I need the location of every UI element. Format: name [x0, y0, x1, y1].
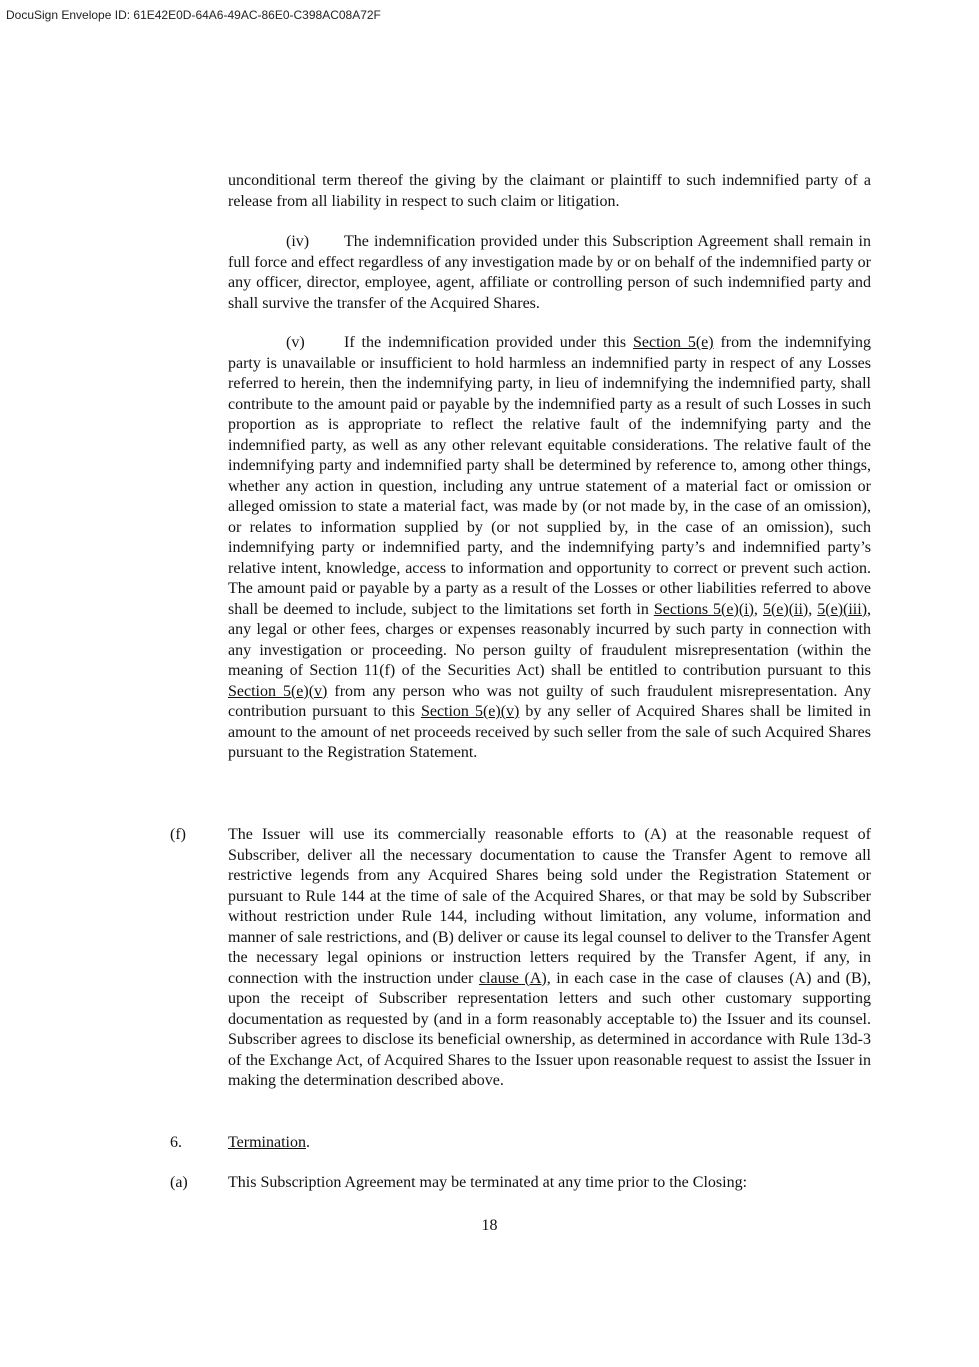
envelope-id: DocuSign Envelope ID: 61E42E0D-64A6-49AC-86E0-C398AC08A72F	[6, 8, 381, 22]
paragraph-v-text-6: from any person who was not guilty of such fraudulent misrepresentation. Any contribution pursuant to this	[228, 682, 872, 720]
section-ref-5ev-b: Section 5(e)(v)	[420, 703, 520, 720]
paragraph-iv-label: (iv)	[286, 233, 310, 250]
paragraph-v-text-3: ,	[753, 600, 763, 618]
paragraph-a-text: This Subscription Agreement may be terminated at any time prior to the Closing:	[228, 1174, 748, 1191]
paragraph-v-text-4: ,	[808, 600, 818, 618]
paragraph-v-text-7: by any seller of Acquired Shares shall be limited in amount to the amount of net proceeds received by such seller from the sale of such Acquired Shares pursuant to the Registration Statement.	[228, 703, 871, 761]
paragraph-iv-text: The indemnification provided under this Subscription Agreement shall remain in full force and effect regardless of any investigation made by or on behalf of the indemnified party or any officer, director, employee, agent, affiliate or controlling person of such indemnified party and shall survive the transfer of the Acquired Shares.	[228, 233, 871, 312]
section-6-title: Termination	[228, 1134, 306, 1151]
paragraph-f-text-1: The Issuer will use its commercially reasonable efforts to (A) at the reasonable request of Subscriber, deliver all the necessary documentation to cause the Transfer Agent to remove all restrictive legends from any Acquired Shares being sold under the Registration Statement or pursuant to Rule 144 at the time of sale of the Acquired Shares, or that may be sold by Subscriber without restriction under Rule 144, including without limitation, any volume, information and manner of sale restrictions, and (B) deliver or cause its legal counsel to deliver to the Transfer Agent the necessary legal opinions or instruction letters required by the Transfer Agent, if any, in connection with the instruction under	[228, 826, 871, 987]
paragraph-iv	[228, 232, 871, 314]
paragraph-continuation: unconditional term thereof the giving by the claimant or plaintiff to such indemnified party of a release from all liability in respect to such claim or litigation.	[228, 172, 871, 210]
section-ref-5eii: 5(e)(ii)	[762, 600, 809, 618]
section-ref-5eiii: 5(e)(iii)	[817, 600, 868, 618]
section-ref-5e: Section 5(e)	[633, 334, 714, 351]
page-number: 18	[481, 1217, 498, 1234]
section-ref-5ei: Sections 5(e)(i)	[653, 600, 754, 618]
paragraph-v-text-1: If the indemnification provided under this	[344, 334, 634, 351]
section-ref-5ev-a: Section 5(e)(v)	[228, 682, 328, 700]
paragraph-f-text-2: , in each case in the case of clauses (A) and (B), upon the receipt of Subscriber representation letters and such other customary supporting documentation as requested by (and in a form reasonably acceptable to) the Issuer and its counsel. Subscriber agrees to disclose its beneficial ownership, as determined in accordance with Rule 13d-3 of the Exchange Act, of Acquired Shares to the Issuer upon reasonable request to assist the Issuer in making the determination described above.	[228, 969, 871, 1089]
paragraph-v-text-5: , any legal or other fees, charges or expenses reasonably incurred by such party in connection with any investigation or proceeding. No person guilty of fraudulent misrepresentation (within the meaning of Section 11(f) of the Securities Act) shall be entitled to contribution pursuant to this	[228, 600, 872, 679]
paragraph-v-text-2: from the indemnifying party is unavailable or insufficient to hold harmless an indemnified party in respect of any Losses referred to herein, then the indemnifying party, in lieu of indemnifying the indemnified party, shall contribute to the amount paid or payable by the indemnified party as a result of such Losses in such proportion as is appropriate to reflect the relative fault of the indemnifying party and the indemnified party, as well as any other relevant equitable considerations. The relative fault of the indemnifying party and indemnified party shall be determined by reference to, among other things, whether any action in question, including any untrue statement of a material fact or omission or alleged omission to state a material fact, was made by (or not made by, in the case of an omission), or relates to information supplied by (or not supplied by, in the case of an omission), such indemnifying party or indemnified party, and the indemnifying party’s and indemnified party’s relative intent, knowledge, access to information and opportunity to correct or prevent such action. The amount paid or payable by a party as a result of the Losses or other liabilities referred to above shall be deemed to include, subject to the limitations set forth in	[228, 334, 872, 618]
section-6-number: 6.	[170, 1134, 182, 1151]
clause-ref-a: clause (A)	[478, 969, 547, 987]
paragraph-a-label: (a)	[170, 1174, 188, 1191]
paragraph-f	[228, 825, 871, 1092]
paragraph-v-label: (v)	[286, 334, 305, 351]
paragraph-v	[228, 333, 871, 764]
section-6-heading: Termination.	[228, 1134, 310, 1151]
paragraph-f-label: (f)	[170, 826, 186, 843]
